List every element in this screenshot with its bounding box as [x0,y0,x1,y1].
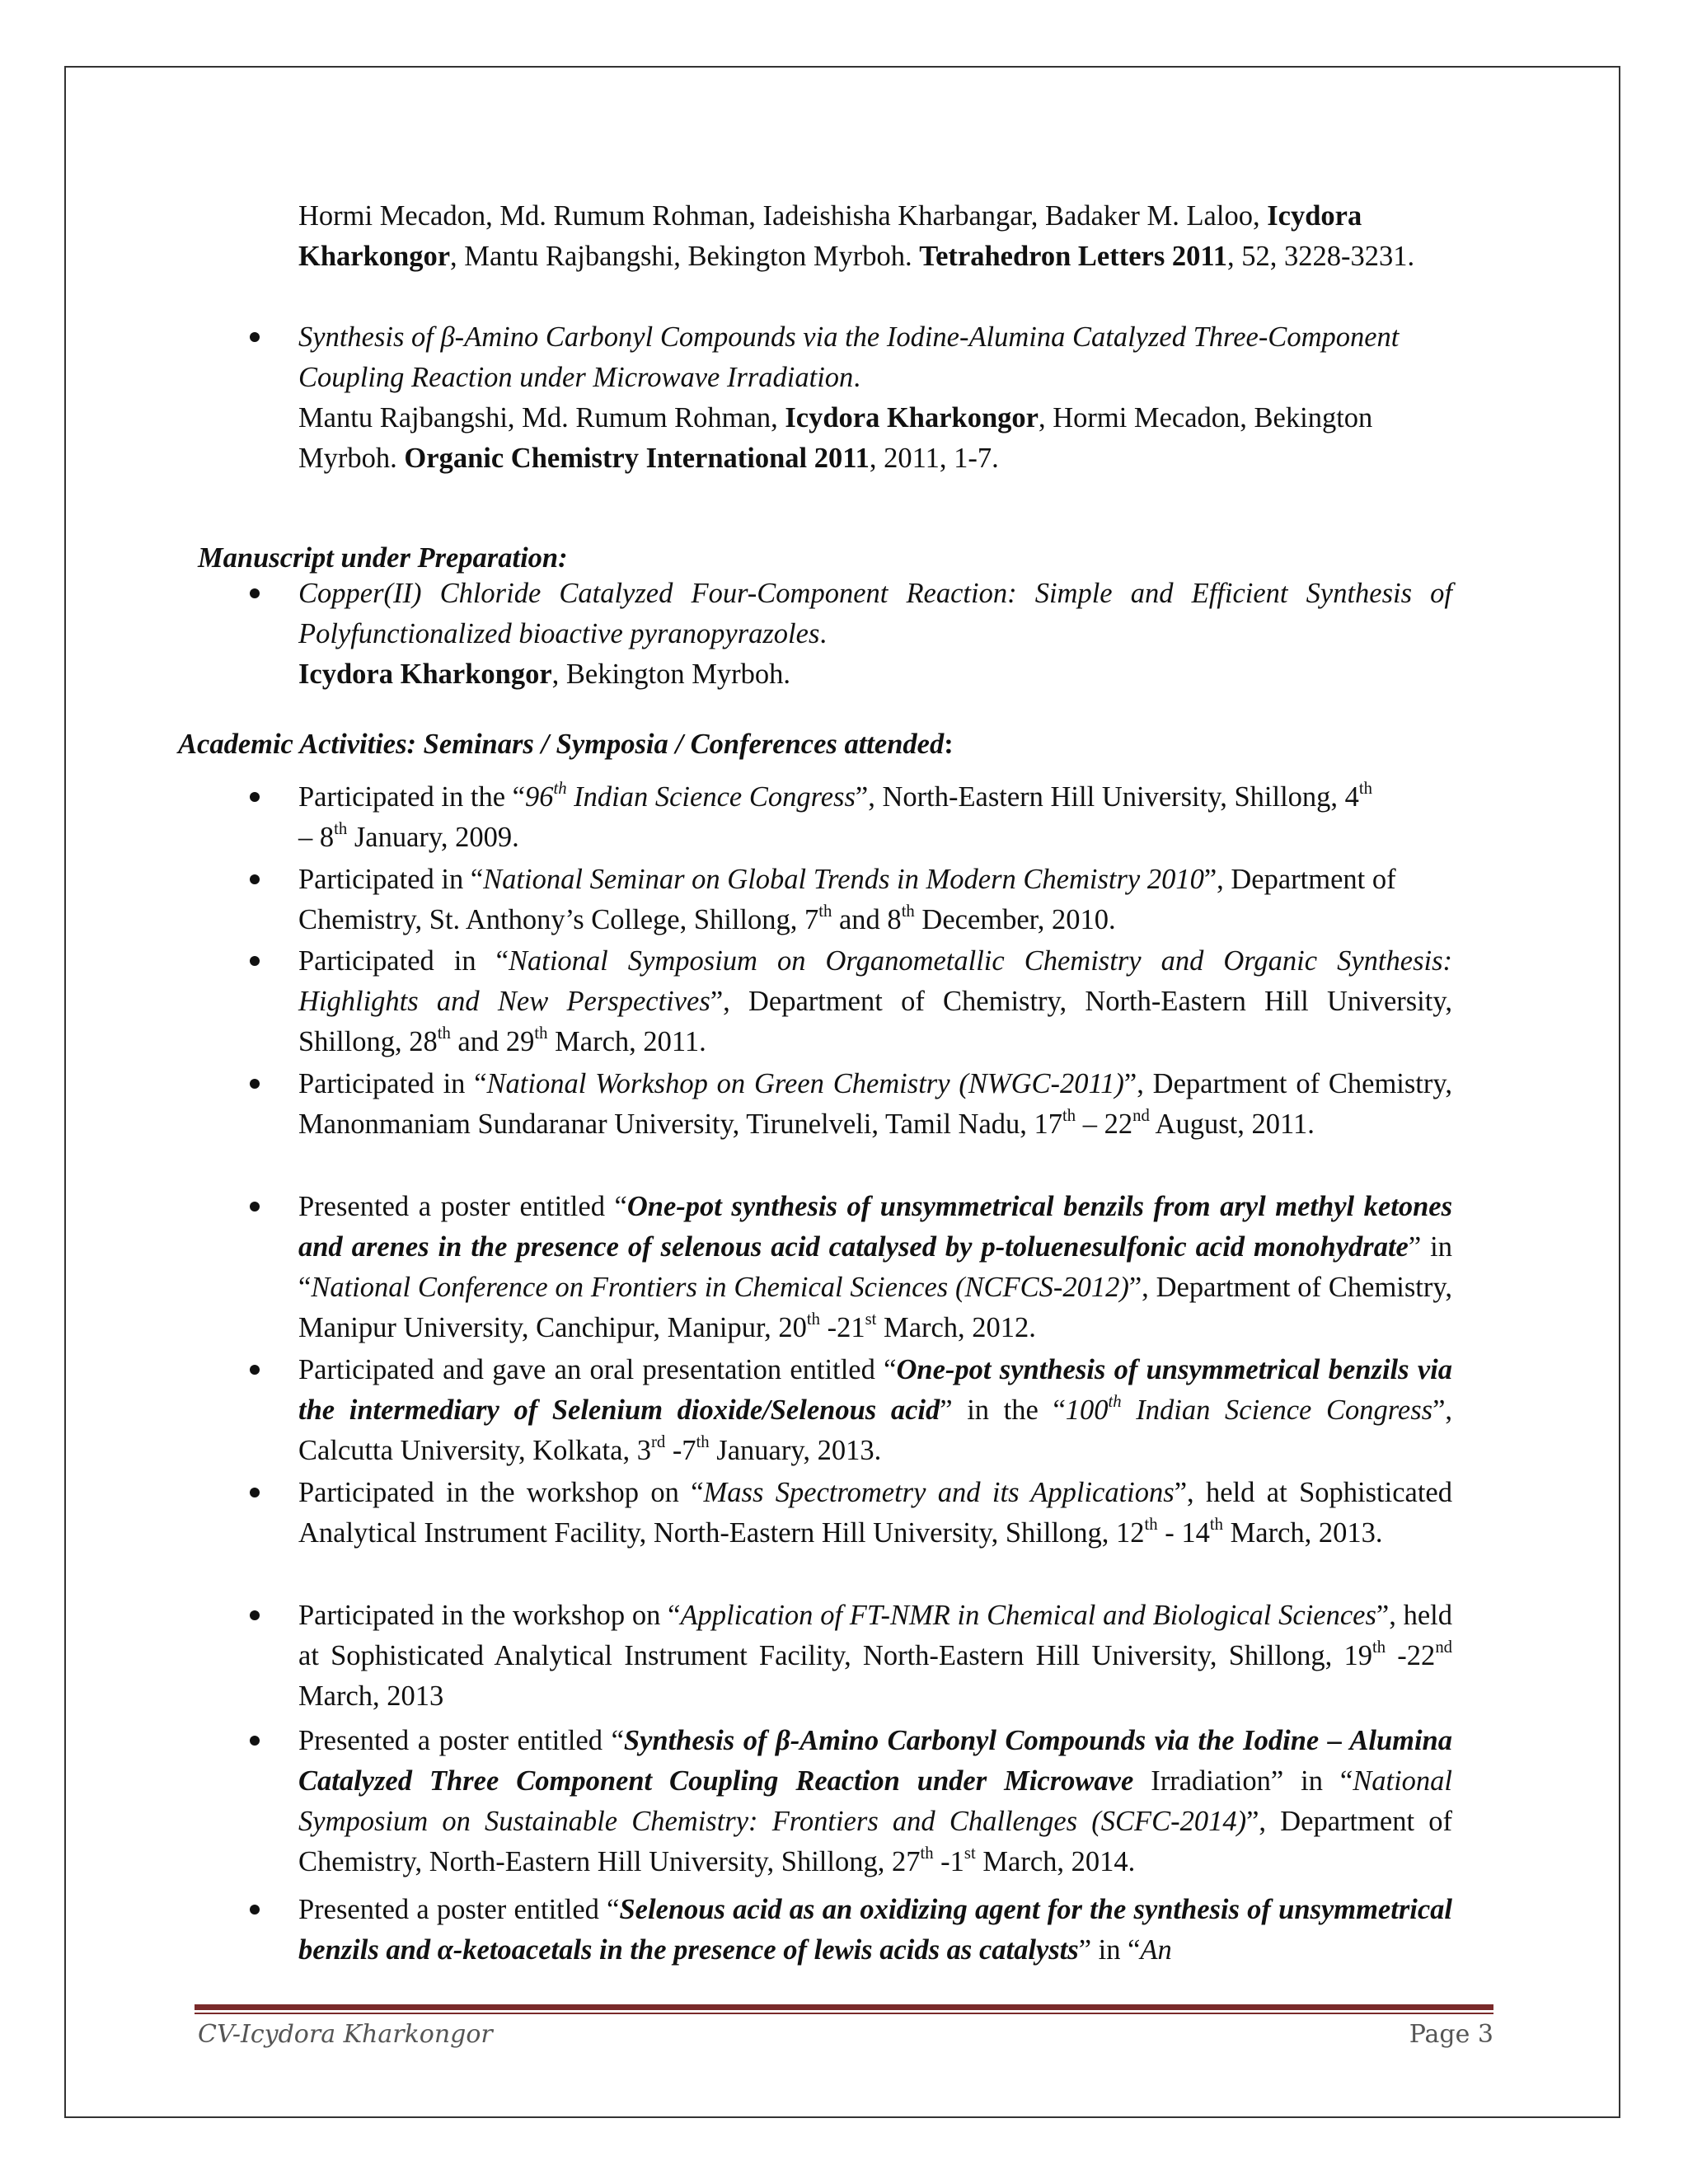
activity-text: March, 2011. [547,1026,706,1057]
activity-text: Presented a poster entitled “ [298,1191,627,1222]
activity-item [298,1890,1452,1971]
ordinal: th [1209,1516,1223,1535]
bullet-icon [247,872,264,888]
activity-item [298,1721,1452,1882]
bullet-icon [247,1733,264,1750]
activity-text: – 22 [1076,1108,1133,1140]
activity-title: Indian Science Congress [566,781,856,813]
ordinal: st [865,1310,877,1329]
activity-text: Participated in the workshop on “ [298,1477,704,1508]
footer-divider [195,2013,1493,2014]
authors-text: , Mantu Rajbangshi, Bekington Myrboh. [450,241,920,272]
punctuation: . [853,362,860,393]
punctuation: : [944,729,954,760]
activity-text: January, 2009. [347,822,519,853]
activity-text: Participated in the workshop on “ [298,1600,681,1631]
activity-text: Participated in “ [298,864,484,895]
presentation-title: One-pot synthesis of unsymmetrical benzils via the intermediary of Selenium dioxide/Selenous acid [298,1354,1453,1426]
bullet-icon [247,790,264,806]
activity-title: National Workshop on Green Chemistry (NWGC-2011) [486,1068,1124,1099]
ordinal: th [437,1024,451,1043]
activity-text: -1 [933,1846,964,1877]
activity-text: March, 2014. [975,1846,1136,1877]
activity-title: 100 [1065,1394,1109,1426]
activity-text: -22 [1386,1640,1436,1671]
publication-item [298,317,1452,479]
publication-title: Synthesis of β-Amino Carbonyl Compounds via the Iodine-Alumina Catalyzed Three-Component Coupling Reaction under Microwave Irradiation [298,321,1400,393]
manuscript-item [298,574,1452,695]
activity-item [298,860,1452,940]
activity-item [298,1473,1452,1554]
authors-text: , Bekington Myrboh. [551,658,791,690]
ordinal: th [901,902,915,921]
footer-title: CV-Icydora Kharkongor [198,2020,493,2049]
journal-ref: , 52, 3228-3231. [1226,241,1415,272]
ordinal: th [818,902,832,921]
activity-text: ”, Department of Chemistry, Manonmaniam Sundaranar University, Tirunelveli, Tamil Nadu, 17 [298,1068,1452,1140]
activities-heading [178,724,954,765]
activity-text: ” in the “ [940,1394,1066,1426]
bullet-icon [247,1362,264,1379]
ordinal: th [553,780,567,799]
activity-item [298,1064,1452,1145]
punctuation: . [819,618,827,649]
ordinal: th [1358,780,1373,799]
activity-title: 96 [524,781,554,813]
publication-continued [298,196,1452,277]
activity-text: ”, Department of Chemistry, Manipur University, Canchipur, Manipur, 20 [298,1272,1453,1343]
activity-text: March, 2012. [876,1312,1036,1343]
activity-text: and 29 [450,1026,535,1057]
ordinal: th [1144,1516,1158,1535]
activity-text: - 14 [1157,1517,1210,1549]
footer-divider [195,2004,1493,2010]
ordinal: th [696,1433,710,1452]
activity-item [298,1187,1452,1348]
activity-text: -7 [665,1435,696,1466]
ordinal: th [1062,1107,1076,1126]
activity-title: National Symposium on Organometallic Chemistry and Organic Synthesis: Highlights and New Perspectives [298,945,1452,1017]
activity-text: Presented a poster entitled “ [298,1894,620,1925]
bullet-icon [247,1199,264,1216]
activity-item [298,777,1452,858]
activity-text: December, 2010. [914,904,1116,935]
journal-ref: , 2011, 1-7. [869,443,999,474]
activity-item [298,1350,1452,1471]
poster-title: Synthesis of β-Amino Carbonyl Compounds via the Iodine – Alumina Catalyzed Three Component Coupling Reaction under Microwave [298,1725,1452,1797]
activity-item [298,941,1452,1062]
bullet-icon [247,586,264,602]
bullet-icon [247,330,264,346]
author-highlight: Icydora Kharkongor [298,658,552,690]
authors-text: Hormi Mecadon, Md. Rumum Rohman, Iadeishisha Kharbangar, Badaker M. Laloo, [298,200,1268,232]
authors-text: , Hormi Mecadon, Bekington Myrboh. [298,402,1373,474]
activity-text: ” in “ [1078,1934,1141,1966]
journal-name: Organic Chemistry International 2011 [404,443,870,474]
activity-text: Irradiation” in “ [1133,1765,1353,1797]
activity-title: An [1140,1934,1172,1966]
activity-text: ” in “ [298,1231,1452,1303]
poster-title: One-pot synthesis of unsymmetrical benzils from aryl methyl ketones and arenes in the presence of selenous acid catalysed by p-toluenesulfonic acid monohydrate [298,1191,1453,1263]
activity-text: Presented a poster entitled “ [298,1725,624,1756]
activity-text: Participated in “ [298,1068,487,1099]
activity-text: March, 2013 [298,1680,444,1712]
bullet-icon [247,1608,264,1624]
manuscript-title: Copper(II) Chloride Catalyzed Four-Component Reaction: Simple and Efficient Synthesis of Polyfunctionalized bioactive pyranopyrazoles [298,578,1452,649]
activity-text: ”, held at Sophisticated Analytical Instrument Facility, North-Eastern Hill University, Shillong, 12 [298,1477,1452,1549]
activity-text: January, 2013. [709,1435,882,1466]
ordinal: nd [1435,1638,1452,1657]
ordinal: nd [1132,1107,1150,1126]
manuscript-heading: Manuscript under Preparation: [198,542,568,574]
page-number: Page 3 [1409,2020,1493,2049]
ordinal: rd [650,1433,666,1452]
activity-text: ”, Department of Chemistry, North-Eastern Hill University, Shillong, 27 [298,1806,1453,1877]
ordinal: th [334,820,348,839]
activity-text: ”, Department of Chemistry, St. Anthony’s College, Shillong, 7 [298,864,1396,935]
ordinal: th [1108,1393,1122,1412]
activity-title: Application of FT-NMR in Chemical and Biological Sciences [680,1600,1376,1631]
journal-name: Tetrahedron Letters 2011 [919,241,1227,272]
bullet-icon [247,1485,264,1502]
ordinal: th [1372,1638,1386,1657]
activity-text: ”, Calcutta University, Kolkata, 3 [298,1394,1453,1466]
activity-item [298,1596,1452,1717]
bullet-icon [247,1902,264,1919]
activity-title: National Symposium on Sustainable Chemistry: Frontiers and Challenges (SCFC-2014) [298,1765,1453,1837]
author-highlight: Icydora Kharkongor [785,402,1039,434]
activity-title: Mass Spectrometry and its Applications [703,1477,1175,1508]
author-highlight: Icydora Kharkongor [298,200,1362,272]
ordinal: th [920,1844,934,1863]
activity-text: and 8 [832,904,902,935]
activity-text: – 8 [298,822,335,853]
ordinal: st [964,1844,976,1863]
activity-text: Participated in the “ [298,781,525,813]
activity-title: Indian Science Congress [1121,1394,1433,1426]
activities-heading-text: Academic Activities: Seminars / Symposia / Conferences attended [178,729,945,760]
activity-text: Participated and gave an oral presentation entitled “ [298,1354,897,1385]
poster-title: Selenous acid as an oxidizing agent for the synthesis of unsymmetrical benzils and α-ketoacetals in the presence of lewis acids as catalysts [298,1894,1452,1966]
ordinal: th [534,1024,548,1043]
ordinal: th [806,1310,820,1329]
authors-text: Mantu Rajbangshi, Md. Rumum Rohman, [298,402,785,434]
activity-title: National Conference on Frontiers in Chemical Sciences (NCFCS-2012) [311,1272,1129,1303]
activity-text: -21 [819,1312,865,1343]
bullet-icon [247,1076,264,1093]
activity-text: Participated in “ [298,945,509,977]
activity-title: National Seminar on Global Trends in Modern Chemistry 2010 [483,864,1204,895]
activity-text: ”, North-Eastern Hill University, Shillong, 4 [855,781,1359,813]
activity-text: August, 2011. [1149,1108,1315,1140]
activity-text: ”, Department of Chemistry, North-Eastern Hill University, Shillong, 28 [298,986,1452,1057]
activity-text: March, 2013. [1222,1517,1383,1549]
activity-text: ”, held at Sophisticated Analytical Instrument Facility, North-Eastern Hill University, Shillong, 19 [298,1600,1453,1671]
bullet-icon [247,954,264,970]
